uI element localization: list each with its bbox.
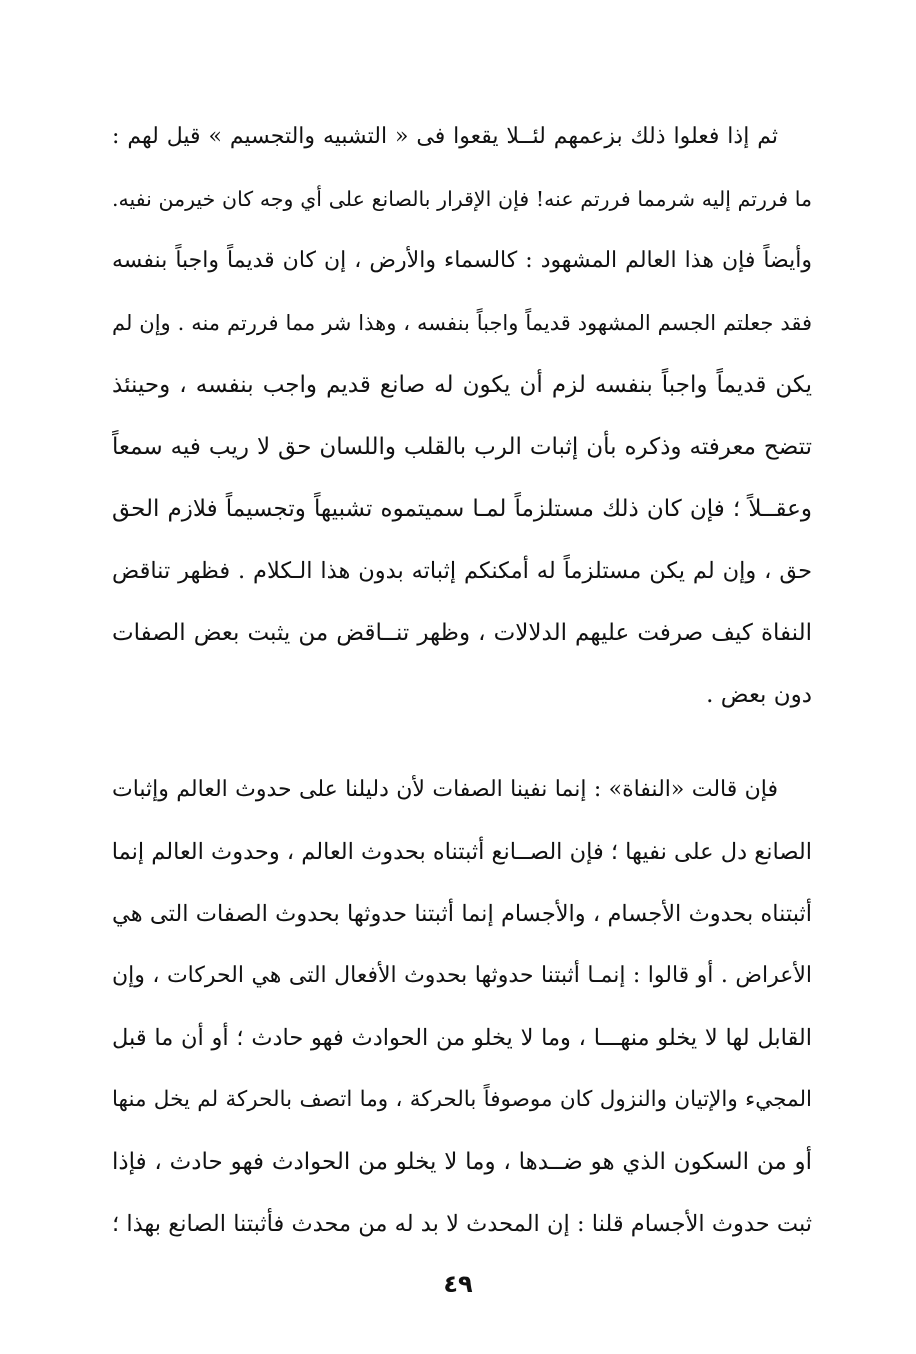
text-line: ما فررتم إليه شرمما فررتم عنه! فإن الإقرار بالصانع على أي وجه كان خيرمن نفيه. [112,187,812,211]
text-line: الأعراض . أو قالوا : إنمـا أثبتنا حدوثها بحدوث الأفعال التى هي الحركات ، وإن [112,963,812,988]
text-line: يكن قديماً واجباً بنفسه لزم أن يكون له صانع قديم واجب بنفسه ، وحينئذ [112,372,812,398]
text-line: دون بعض . [706,682,812,708]
text-line: القابل لها لا يخلو منهـــا ، وما لا يخلو من الحوادث فهو حادث ؛ أو أن ما قبل [112,1025,812,1051]
text-line: أو من السكون الذي هو ضــدها ، وما لا يخلو من الحوادث فهو حادث ، فإذا [112,1149,812,1175]
text-line: تتضح معرفته وذكره بأن إثبات الرب بالقلب واللسان حق لا ريب فيه سمعاً [112,434,812,460]
text-line: ثبت حدوث الأجسام قلنا : إن المحدث لا بد له من محدث فأثبتنا الصانع بهذا ؛ [112,1211,812,1237]
page-number: ٤٩ [443,1270,473,1298]
text-line: وعقــلاً ؛ فإن كان ذلك مستلزماً لمـا سميتموه تشبيهاً وتجسيماً فلازم الحق [112,496,812,522]
text-line: ثم إذا فعلوا ذلك بزعمهم لئــلا يقعوا فى « التشبيه والتجسيم » قيل لهم : [112,124,778,149]
paragraph-1 [112,106,812,726]
paragraph-2 [112,759,812,1255]
text-line: فقد جعلتم الجسم المشهود قديماً واجباً بنفسه ، وهذا شر مما فررتم منه . وإن لم [112,311,812,335]
text-line: وأيضاً فإن هذا العالم المشهود : كالسماء والأرض ، إن كان قديماً واجباً بنفسه [112,248,812,273]
text-line: المجيء والإتيان والنزول كان موصوفاً بالحركة ، وما اتصف بالحركة لم يخل منها [112,1087,812,1112]
text-line: أثبتناه بحدوث الأجسام ، والأجسام إنما أثبتنا حدوثها بحدوث الصفات التى هي [112,901,812,927]
text-line: فإن قالت «النفاة» : إنما نفينا الصفات لأن دليلنا على حدوث العالم وإثبات [112,777,778,802]
text-line: الصانع دل على نفيها ؛ فإن الصــانع أثبتناه بحدوث العالم ، وحدوث العالم إنما [112,839,812,865]
text-line: النفاة كيف صرفت عليهم الدلالات ، وظهر تنــاقض من يثبت بعض الصفات [112,620,812,646]
text-line: حق ، وإن لم يكن مستلزماً له أمكنكم إثباته بدون هذا الـكلام . فظهر تناقض [112,558,812,584]
